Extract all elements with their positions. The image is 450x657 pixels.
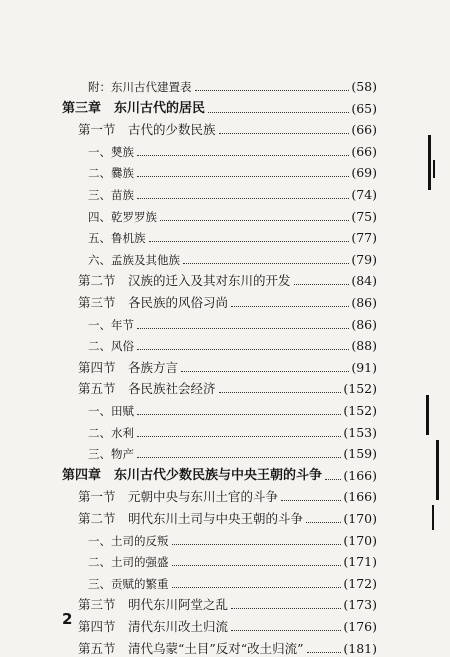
toc-entry — [88, 137, 377, 159]
toc-entry-page: (77) — [351, 230, 377, 246]
toc-entry-page: (181) — [343, 640, 377, 656]
dot-leader — [231, 629, 341, 631]
toc-entry-page: (170) — [343, 511, 377, 526]
toc-entry — [88, 526, 377, 548]
dot-leader — [137, 456, 341, 458]
scan-edge-mark — [432, 505, 434, 530]
dot-leader — [307, 651, 342, 653]
toc-entry-label: 第四节 各族方言 — [78, 359, 179, 375]
toc-entry-label: 第五节 清代乌蒙“土目”反对“改土归流” — [78, 640, 304, 656]
toc-entry — [88, 158, 377, 180]
toc-entry-label: 第五节 各民族社会经济 — [78, 381, 216, 397]
dot-leader — [219, 391, 342, 393]
toc-entry-page: (88) — [351, 338, 377, 354]
toc-entry-label: 四、乾罗罗族 — [88, 209, 157, 224]
toc-entry-page: (65) — [351, 100, 377, 116]
dot-leader — [160, 219, 349, 221]
dot-leader — [137, 175, 349, 177]
toc-entry-label: 六、孟族及其他族 — [88, 252, 180, 267]
toc-entry-page: (66) — [351, 143, 377, 159]
toc-entry-page: (152) — [343, 381, 377, 397]
dot-leader — [219, 132, 350, 134]
dot-leader — [149, 240, 350, 242]
dot-leader — [281, 499, 341, 501]
page-number: 2 — [62, 610, 73, 628]
toc-entry-label: 三、苗族 — [88, 188, 134, 202]
dot-leader — [231, 305, 349, 307]
toc-entry-label: 第一节 古代的少数民族 — [78, 122, 216, 138]
toc-entry-page: (170) — [343, 532, 377, 548]
toc-entry — [78, 590, 377, 612]
toc-entry — [88, 223, 377, 245]
toc-entry-label: 三、贡赋的繁重 — [88, 576, 169, 591]
toc-entry-label: 第三节 各民族的风俗习尚 — [78, 295, 229, 310]
toc-entry — [88, 331, 377, 353]
toc-entry-label: 第二节 明代东川土司与中央王朝的斗争 — [78, 511, 304, 526]
toc-entry-page: (84) — [351, 273, 377, 289]
toc-entry-page: (172) — [343, 575, 377, 591]
toc-entry-page: (74) — [351, 187, 377, 202]
scan-edge-mark — [436, 440, 439, 500]
dot-leader — [195, 89, 350, 91]
dot-leader — [137, 197, 349, 199]
toc-entry-page: (91) — [351, 359, 377, 375]
toc-entry — [88, 202, 377, 224]
toc-entry — [88, 396, 377, 418]
toc-entry-label: 一、土司的反叛 — [88, 533, 169, 548]
dot-leader — [137, 154, 349, 156]
toc-entry-page: (153) — [343, 424, 377, 440]
toc-entry-page: (152) — [343, 403, 377, 418]
toc-entry-label: 第四章 东川古代少数民族与中央王朝的斗争 — [62, 467, 323, 483]
toc-entry-label: 一、年节 — [88, 317, 134, 332]
toc-entry-page: (166) — [343, 467, 377, 483]
toc-entry — [78, 266, 377, 288]
toc-entry-label: 三、物产 — [88, 447, 134, 462]
toc-entry-page: (79) — [351, 251, 377, 267]
toc-entry-page: (171) — [343, 554, 377, 570]
dot-leader — [137, 327, 349, 329]
dot-leader — [183, 262, 349, 264]
scan-edge-mark — [428, 135, 431, 190]
toc-entry-page: (176) — [343, 619, 377, 634]
toc-entry — [78, 634, 377, 656]
toc-entry — [78, 612, 377, 634]
toc-entry-label: 一、田赋 — [88, 404, 134, 418]
toc-entry-label: 第一节 元朝中央与东川土官的斗争 — [78, 489, 279, 505]
scan-edge-mark — [433, 160, 435, 178]
toc-entry-page: (86) — [351, 316, 377, 332]
toc-entry-label: 二、土司的强盛 — [88, 555, 169, 570]
toc-entry — [88, 245, 377, 267]
toc-entry — [78, 504, 377, 526]
toc-entry — [62, 94, 377, 116]
toc-entry-label: 一、僰族 — [88, 144, 134, 159]
toc-entry-page: (159) — [343, 446, 377, 462]
toc-entry-page: (66) — [351, 122, 377, 138]
toc-entry-label: 第三章 东川古代的居民 — [62, 100, 206, 116]
toc-entry — [88, 180, 377, 202]
toc-entry — [88, 418, 377, 440]
dot-leader — [306, 521, 341, 523]
toc-entry-label: 五、鲁机族 — [88, 231, 146, 246]
toc-entry — [78, 482, 377, 504]
toc-entry-label: 第三节 明代东川阿堂之乱 — [78, 597, 229, 613]
toc-entry — [88, 439, 377, 461]
dot-leader — [172, 586, 342, 588]
dot-leader — [137, 435, 341, 437]
toc-entry-page: (69) — [351, 165, 377, 181]
toc-entry-page: (58) — [351, 79, 377, 94]
toc-entry-label: 第二节 汉族的迁入及其对东川的开发 — [78, 273, 291, 289]
toc-entry — [62, 461, 377, 483]
dot-leader — [325, 478, 341, 480]
toc-entry-label: 二、水利 — [88, 425, 134, 440]
toc-entry-label: 附：东川古代建置表 — [88, 80, 192, 94]
dot-leader — [172, 564, 342, 566]
toc-entry-label: 二、风俗 — [88, 339, 134, 354]
toc-entry — [88, 310, 377, 332]
dot-leader — [137, 348, 349, 350]
toc-entry — [78, 115, 377, 137]
toc-entry-page: (75) — [351, 208, 377, 224]
toc-entry — [88, 547, 377, 569]
toc-entry — [78, 374, 377, 396]
toc-entry — [78, 353, 377, 375]
toc-entry-label: 二、爨族 — [88, 166, 134, 181]
scan-edge-mark — [426, 395, 429, 435]
toc-entry-page: (166) — [343, 489, 377, 505]
toc-entry-page: (86) — [351, 295, 377, 310]
dot-leader — [137, 413, 341, 415]
dot-leader — [172, 543, 342, 545]
toc-entry-page: (173) — [343, 597, 377, 613]
dot-leader — [231, 607, 341, 609]
toc-entry — [78, 288, 377, 310]
dot-leader — [181, 370, 349, 372]
dot-leader — [294, 283, 350, 285]
toc-entry — [88, 72, 377, 94]
dot-leader — [208, 111, 349, 113]
toc-entry-label: 第四节 清代东川改土归流 — [78, 619, 229, 634]
toc-entry — [88, 569, 377, 591]
